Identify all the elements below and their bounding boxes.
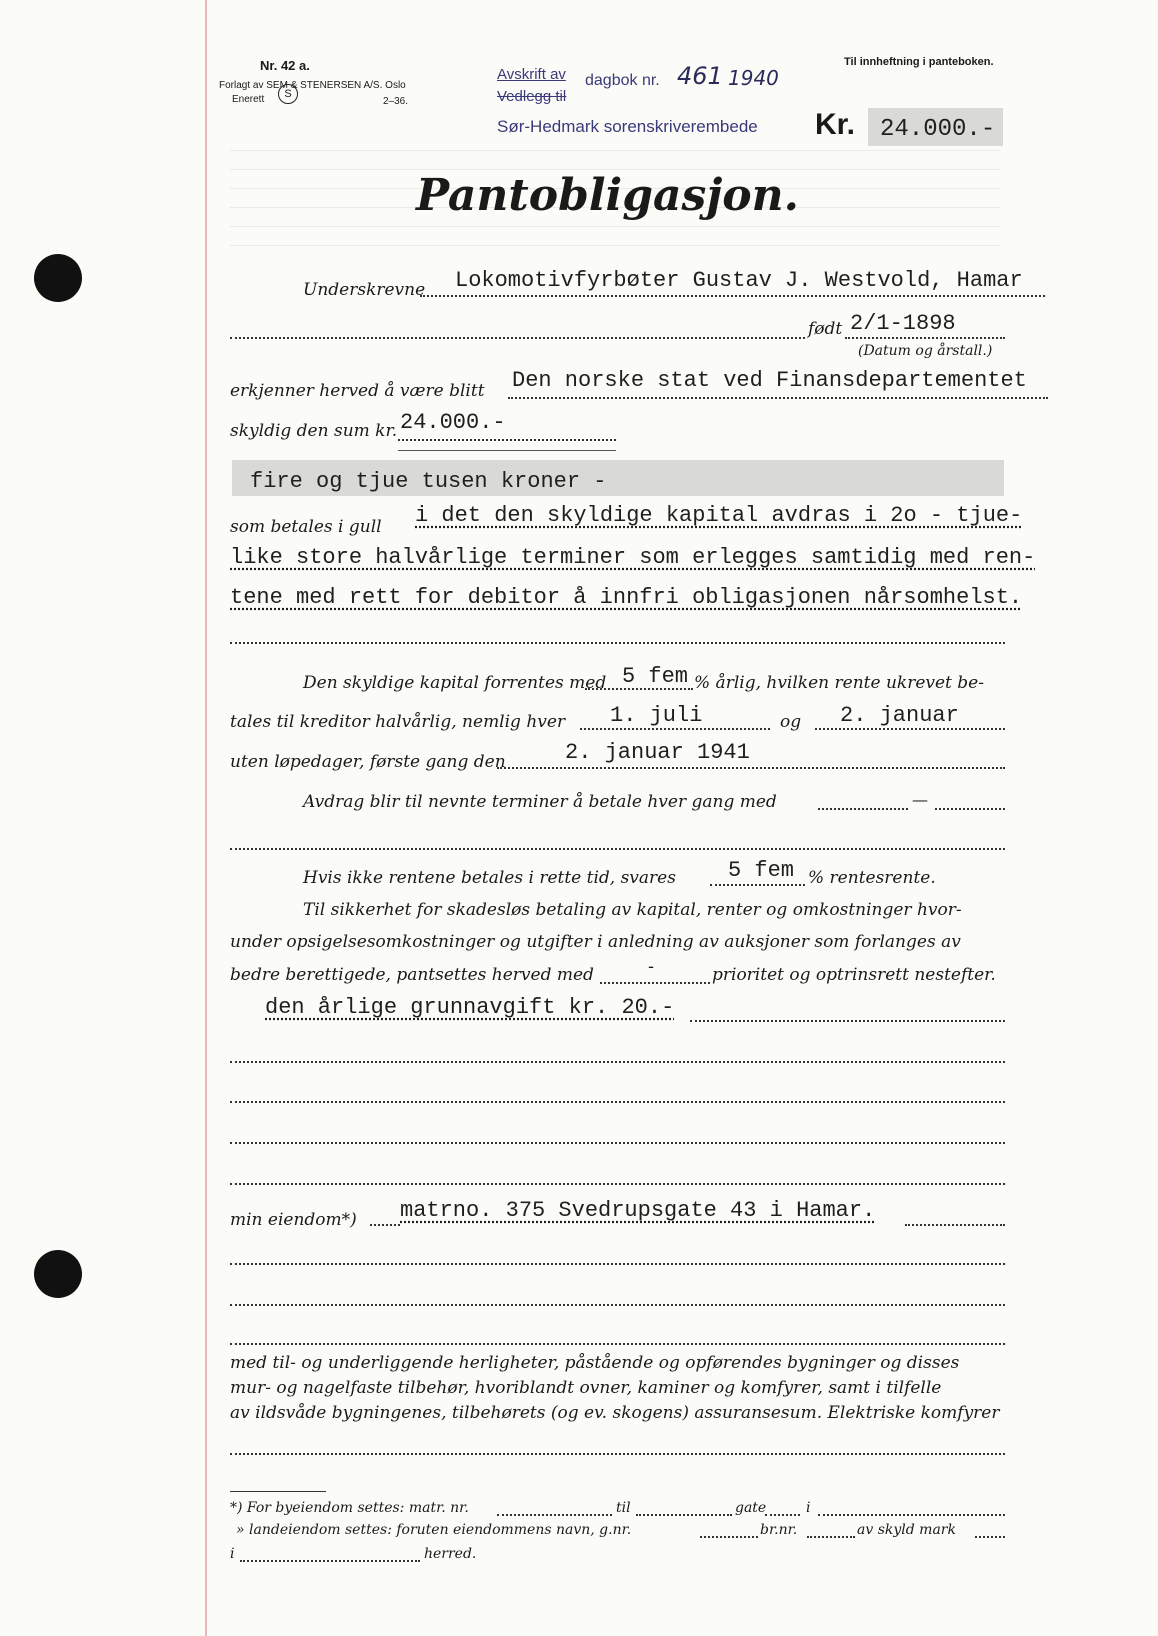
born-hint: (Datum og årstall.) bbox=[858, 343, 993, 359]
stamp-office: Sør-Hedmark sorenskriverembede bbox=[497, 117, 758, 136]
underline bbox=[230, 1183, 1005, 1185]
page-title: Pantobligasjon. bbox=[416, 170, 799, 221]
underline bbox=[845, 337, 1005, 339]
underline bbox=[818, 1514, 1005, 1516]
footnote-3b: herred. bbox=[424, 1546, 477, 1562]
underline bbox=[370, 1224, 400, 1226]
owed-label: skyldig den sum kr. bbox=[230, 421, 398, 441]
stamp-vedlegg: Vedlegg til bbox=[497, 88, 567, 105]
form-number: Nr. 42 a. bbox=[260, 58, 310, 73]
appurtenance-line-3: av ildsvåde bygningenes, tilbehørets (og ev. skogens) assuransesum. Elektriske komfyrer bbox=[230, 1403, 1000, 1423]
security-line-2: under opsigelsesomkostninger og utgifter i anledning av auksjoner som forlanges av bbox=[230, 932, 961, 952]
binder-hole-bottom bbox=[34, 1250, 82, 1298]
footnote-2a: » landeiendom settes: foruten eiendommens navn, g.nr. bbox=[236, 1522, 632, 1538]
creditor-value: Den norske stat ved Finansdepartementet bbox=[512, 368, 1027, 393]
publisher-date: 2–36. bbox=[383, 96, 409, 107]
rule bbox=[398, 450, 616, 451]
security-line-1: Til sikkerhet for skadesløs betaling av kapital, renter og omkostninger hvor- bbox=[303, 900, 962, 920]
late-label-b: % rentesrente. bbox=[808, 868, 936, 888]
top-right-note: Til innheftning i panteboken. bbox=[844, 56, 994, 68]
installment-label: Avdrag blir til nevnte terminer å betale hver gang med bbox=[303, 792, 777, 812]
underline bbox=[230, 1343, 1005, 1345]
underline bbox=[818, 808, 908, 810]
interest-value: 5 fem bbox=[622, 664, 689, 689]
first-payment-value: 2. januar 1941 bbox=[565, 740, 750, 765]
term-2: 2. januar bbox=[840, 703, 959, 728]
payment-line-2: like store halvårlige terminer som erlegges samtidig med ren- bbox=[230, 545, 1036, 570]
dagbok-number: 461 bbox=[677, 62, 723, 90]
footnote-1a: *) For byeiendom settes: matr. nr. bbox=[230, 1500, 469, 1516]
underline bbox=[636, 1514, 732, 1516]
paid-label: tales til kreditor halvårlig, nemlig hver bbox=[230, 712, 566, 732]
underline bbox=[240, 1560, 420, 1562]
interest-label: Den skyldige kapital forrentes med bbox=[303, 673, 607, 693]
late-label: Hvis ikke rentene betales i rette tid, svares bbox=[303, 868, 676, 888]
born-label: født bbox=[808, 319, 843, 339]
underline bbox=[600, 982, 710, 984]
security-value: - bbox=[648, 956, 655, 977]
amount-words: fire og tjue tusen kroner - bbox=[250, 469, 607, 494]
kr-label: Kr. bbox=[815, 108, 856, 141]
underline bbox=[765, 1514, 800, 1516]
underline bbox=[398, 439, 616, 441]
underline bbox=[508, 397, 1048, 399]
payment-line-1: i det den skyldige kapital avdras i 2o - tjue- bbox=[415, 503, 1023, 528]
underline bbox=[230, 642, 1005, 644]
underline bbox=[497, 767, 1005, 769]
appurtenance-line-1: med til- og underliggende herligheter, påstående og opførendes bygninger og disses bbox=[230, 1353, 960, 1373]
property-value: matrno. 375 Svedrupsgate 43 i Hamar. bbox=[400, 1198, 876, 1223]
margin-rule bbox=[205, 0, 207, 1636]
footnote-1d: i bbox=[806, 1500, 811, 1516]
underline bbox=[420, 295, 1045, 297]
underline bbox=[230, 1453, 1005, 1455]
underline bbox=[905, 1224, 1005, 1226]
underline bbox=[230, 1101, 1005, 1103]
binder-hole-top bbox=[34, 254, 82, 302]
stamp-dagbok: dagbok nr. bbox=[585, 72, 660, 89]
interest-label-b: % årlig, hvilken rente ukrevet be- bbox=[694, 673, 984, 693]
payable-label: som betales i gull bbox=[230, 517, 382, 537]
term-og: og bbox=[780, 712, 802, 732]
underline bbox=[815, 728, 1005, 730]
footnote-2c: av skyld mark bbox=[857, 1522, 956, 1538]
first-payment-label: uten løpedager, første gang den bbox=[230, 752, 506, 772]
undersigned-value: Lokomotivfyrbøter Gustav J. Westvold, Hamar bbox=[455, 268, 1023, 293]
publisher-enerett: Enerett bbox=[232, 94, 265, 105]
appurtenance-line-2: mur- og nagelfaste tilbehør, hvoriblandt ovner, kaminer og komfyrer, samt i tilfelle bbox=[230, 1378, 942, 1398]
term-1: 1. juli bbox=[610, 703, 703, 728]
underline bbox=[230, 1304, 1005, 1306]
underline bbox=[230, 848, 1005, 850]
footnote-3a: i bbox=[230, 1546, 235, 1562]
security-line-3: bedre berettigede, pantsettes herved med bbox=[230, 965, 594, 985]
underline bbox=[580, 728, 770, 730]
ground-rent: den årlige grunnavgift kr. 20.- bbox=[265, 995, 675, 1020]
undersigned-label: Underskrevne bbox=[303, 280, 426, 300]
stamp-avskrift: Avskrift av bbox=[497, 66, 566, 83]
underline bbox=[700, 1536, 758, 1538]
underline bbox=[230, 337, 805, 339]
publisher-logo: S bbox=[278, 84, 298, 104]
underline bbox=[230, 1061, 1005, 1063]
footnote-2b: br.nr. bbox=[760, 1522, 798, 1538]
underline bbox=[690, 1020, 1005, 1022]
property-label: min eiendom*) bbox=[230, 1210, 357, 1230]
dagbok-year: 1940 bbox=[728, 66, 779, 90]
late-value: 5 fem bbox=[728, 858, 795, 883]
security-line-3b: prioritet og optrinsrett nestefter. bbox=[712, 965, 996, 985]
footnote-rule bbox=[230, 1491, 326, 1492]
underline bbox=[935, 808, 1005, 810]
footnote-1b: til bbox=[616, 1500, 631, 1516]
payment-line-3: tene med rett for debitor å innfri obligasjonen nårsomhelst. bbox=[230, 585, 1023, 610]
born-value: 2/1-1898 bbox=[850, 311, 956, 336]
kr-amount: 24.000.- bbox=[880, 116, 996, 143]
publisher-line: Forlagt av SEM & STENERSEN A/S. Oslo bbox=[219, 80, 406, 91]
acknowledge-label: erkjenner herved å være blitt bbox=[230, 381, 485, 401]
underline bbox=[230, 1142, 1005, 1144]
installment-value: — bbox=[912, 790, 928, 809]
underline bbox=[497, 1514, 612, 1516]
underline bbox=[585, 688, 693, 690]
underline bbox=[230, 1263, 1005, 1265]
underline bbox=[975, 1536, 1005, 1538]
footnote-1c: gate bbox=[735, 1500, 767, 1516]
underline bbox=[807, 1536, 855, 1538]
underline bbox=[710, 884, 805, 886]
owed-value: 24.000.- bbox=[400, 410, 506, 435]
